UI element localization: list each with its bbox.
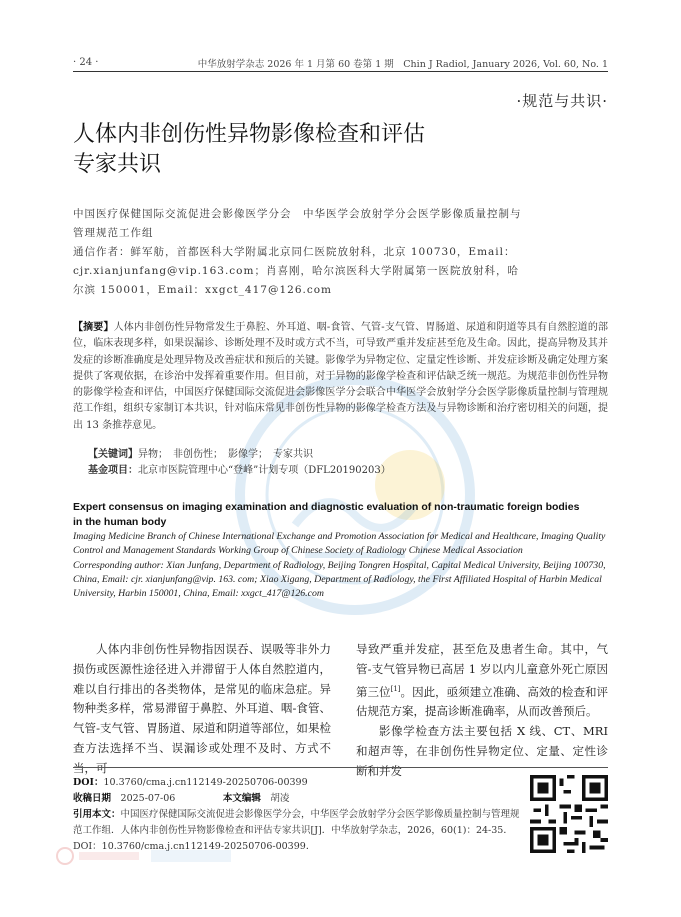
- cite-label: 引用本文：: [73, 809, 121, 820]
- keywords-label: 【关键词】: [88, 449, 138, 460]
- qr-code[interactable]: [530, 775, 608, 853]
- corresponding-authors: 通信作者：鲜军舫，首都医科大学附属北京同仁医院放射科，北京 100730，Email：cjr.xianjunfang@vip.163.com；肖喜刚，哈尔滨医科大学附属第一医院放射科，哈尔滨 150001，Email：xxgct_417@126.com: [73, 246, 519, 296]
- header-rule: [73, 71, 608, 72]
- editor-label: 本文编辑: [222, 793, 261, 804]
- received-date: 2025-07-06: [120, 793, 176, 804]
- body-right-text-a: 导致严重并发症，甚至危及患者生命。其中，气管-支气管异物已高居 1 岁以内儿童意外死亡原因第三位: [356, 642, 608, 699]
- body-column-left: 人体内非创伤性异物指因误吞、误吸等非外力损伤或医源性途径进入并滞留于人体自然腔道内，难以自行排出的各类物体，是常见的临床急症。异物种类多样，常易滞留于鼻腔、外耳道、咽-食管、气管-支气管、胃肠道、尿道和阴道等部位，如果检查方法选择不当、误漏诊或处理不及时、方式不当，可: [73, 642, 331, 775]
- section-tag: ·规范与共识·: [516, 92, 608, 110]
- journal-running-header: 中华放射学杂志 2026 年 1 月第 60 卷第 1 期 Chin J Radiol, January 2026, Vol. 60, No. 1: [197, 59, 608, 70]
- english-corresponding: Corresponding author: Xian Junfang, Department of Radiology, Beijing Tongren Hospital, Capital Medical University, Beijing 100730, China, Email: cjr. xianjunfang@vip. 163. com; Xiao Xigang, Department of Radiology, the First Affiliated Hospital of Harbin Medical University, Harbin 150001, China, Email: xxgct_417@126.com: [73, 559, 606, 600]
- cite-text: 中国医疗保健国际交流促进会影像医学分会，中华医学会放射学分会医学影像质量控制与管理规范工作组．人体内非创伤性异物影像检查和评估专家共识[J]．中华放射学杂志，2026，60(1)：24-35．DOI：10.3760/cma.j.cn112149-20250706-00399．: [73, 809, 520, 852]
- body-column-right: [356, 640, 608, 781]
- keywords: [88, 445, 313, 460]
- doi-link[interactable]: 10.3760/cma.j.cn112149-20250706-00399: [103, 777, 308, 788]
- body-right-text-b: 。因此，亟须建立准确、高效的检查和评估规范方案，提高诊断准确率，从而改善预后。: [356, 684, 609, 719]
- doi-line: [73, 775, 523, 791]
- body-right-paragraph-2: 影像学检查方法主要包括 X 线、CT、MRI 和超声等，在非创伤性异物定位、定量、定性诊断和并发: [356, 724, 608, 778]
- english-title: Expert consensus on imaging examination and diagnostic evaluation of non-traumatic foreign bodies in the human body: [73, 501, 580, 528]
- doi-label: DOI：: [73, 777, 104, 788]
- author-groups: 中国医疗保健国际交流促进会影像医学分会 中华医学会放射学分会医学影像质量控制与管理规范工作组: [73, 208, 522, 239]
- footer-logo-watermark: [55, 846, 255, 866]
- received-label: 收稿日期: [73, 793, 112, 804]
- english-affiliation: [73, 530, 608, 601]
- abstract: [73, 320, 608, 434]
- footer-info: [73, 775, 523, 855]
- body-right-paragraph-1: [356, 640, 608, 722]
- funding: [88, 461, 391, 476]
- author-block: [73, 205, 528, 300]
- article-title: [73, 120, 533, 180]
- english-affiliation-text: Imaging Medicine Branch of Chinese International Exchange and Promotion Association for Medical and Healthcare, Imaging Quality Control and Management Standards Working Group of Chinese Society of Radiology Chinese Medical Association: [73, 531, 606, 557]
- title-line-1: 人体内非创伤性异物影像检查和评估: [73, 122, 426, 147]
- abstract-label: 【摘要】: [73, 322, 114, 333]
- received-line: [73, 791, 523, 807]
- keywords-text: 异物； 非创伤性； 影像学； 专家共识: [138, 449, 313, 460]
- citation-ref[interactable]: [1]: [390, 684, 401, 693]
- editor-name: 胡凌: [270, 793, 290, 804]
- footer-rule: [73, 767, 608, 768]
- page-number: · 24 ·: [73, 57, 99, 68]
- title-line-2: 专家共识: [73, 152, 162, 177]
- funding-label: 基金项目：: [88, 465, 138, 476]
- funding-text: 北京市医院管理中心“登峰”计划专项（DFL20190203）: [138, 465, 391, 476]
- abstract-text: 人体内非创伤性异物常发生于鼻腔、外耳道、咽-食管、气管-支气管、胃肠道、尿道和阴道等具有自然腔道的部位，临床表现多样，如果误漏诊、诊断处理不及时或方式不当，可导致严重并发症甚至危及生命。因此，提高异物及其并发症的诊断准确度是处理异物及改善症状和预后的关键。影像学为异物定位、定量定性诊断、并发症诊断及确定处理方案提供了客观依据，在诊治中发挥着重要作用。但目前，对于异物的影像学检查和评估缺乏统一规范。为规范非创伤性异物的影像学检查和评估，中国医疗保健国际交流促进会影像医学分会联合中华医学会放射学分会医学影像质量控制与管理规范工作组，组织专家制订本共识，针对临床常见非创伤性异物的影像学检查方法及与异物诊断和治疗密切相关的问题，提出 13 条推荐意见。: [73, 322, 608, 431]
